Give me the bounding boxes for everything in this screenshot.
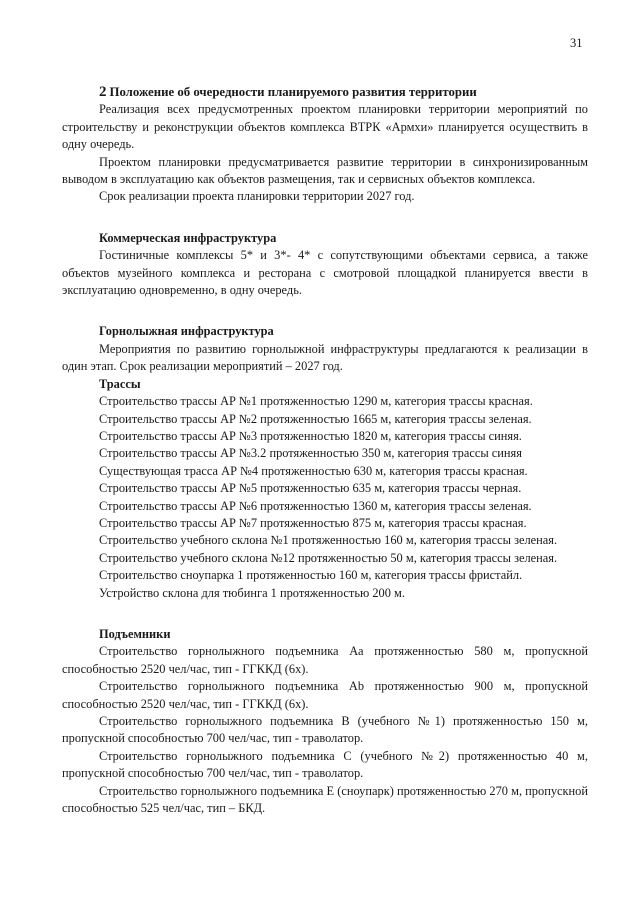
lift-item: Строительство горнолыжного подъемника Аb протяженностью 900 м, пропускной способностью 2520 чел/час, тип - ГГККД (6х). xyxy=(62,679,588,711)
trail-item: Строительство сноупарка 1 протяженностью 160 м, категория трассы фристайл. xyxy=(99,568,523,583)
page-number: 31 xyxy=(570,36,583,50)
lift-item: Строительство горнолыжного подъемника Аа протяженностью 580 м, пропускной способностью 2520 чел/час, тип - ГГККД (6х). xyxy=(62,644,588,676)
ski-heading: Горнолыжная инфраструктура xyxy=(99,324,274,339)
trail-item: Строительство трассы АР №1 протяженностью 1290 м, категория трассы красная. xyxy=(99,394,533,409)
trail-item: Существующая трасса АР №4 протяженностью 630 м, категория трассы красная. xyxy=(99,463,528,478)
commercial-paragraph: Гостиничные комплексы 5* и 3*- 4* с сопутствующими объектами сервиса, а также объектов музейного комплекса и ресторана с смотровой площадкой планируется ввести в эксплуатацию одновременно, в одну очередь. xyxy=(62,248,588,298)
section-title: Положение об очередности планируемого развития территории xyxy=(109,85,477,99)
lifts-heading: Подъемники xyxy=(99,626,171,641)
trail-item: Строительство учебного склона №12 протяженностью 50 м, категория трассы зеленая. xyxy=(99,550,558,565)
trail-item: Строительство трассы АР №7 протяженностью 875 м, категория трассы красная. xyxy=(99,515,527,530)
paragraph: Срок реализации проекта планировки территории 2027 год. xyxy=(99,189,415,204)
trail-item: Строительство учебного склона №1 протяженностью 160 м, категория трассы зеленая. xyxy=(99,533,558,548)
trail-item: Строительство трассы АР №5 протяженностью 635 м, категория трассы черная. xyxy=(99,481,522,496)
trails-heading: Трассы xyxy=(99,376,141,391)
trail-item: Строительство трассы АР №3 протяженностью 1820 м, категория трассы синяя. xyxy=(99,428,522,443)
paragraph: Проектом планировки предусматривается развитие территории в синхронизированным выводом в эксплуатацию как объектов размещения, так и сервисных объектов комплекса. xyxy=(62,154,588,187)
section-number: 2 xyxy=(99,84,107,100)
commercial-heading: Коммерческая инфраструктура xyxy=(99,230,277,245)
section-heading xyxy=(62,84,588,101)
lift-item: Строительство горнолыжного подъемника В (учебного №1) протяженностью 150 м, пропускной способностью 700 чел/час, тип - траволатор. xyxy=(62,714,588,746)
trail-item: Строительство трассы АР №6 протяженностью 1360 м, категория трассы зеленая. xyxy=(99,498,532,513)
lift-item: Строительство горнолыжного подъемника С (учебного №2) протяженностью 40 м, пропускной способностью 700 чел/час, тип - траволатор. xyxy=(62,748,588,781)
trail-item: Строительство трассы АР №2 протяженностью 1665 м, категория трассы зеленая. xyxy=(99,411,532,426)
trail-item: Строительство трассы АР №3.2 протяженностью 350 м, категория трассы синяя xyxy=(99,446,522,461)
paragraph: Реализация всех предусмотренных проектом планировки территории мероприятий по строительству и реконструкции объектов комплекса ВТРК «Армхи» планируется осуществить в одну очередь. xyxy=(62,102,588,152)
ski-paragraph: Мероприятия по развитию горнолыжной инфраструктуры предлагаются к реализации в один этап. Срок реализации мероприятий – 2027 год. xyxy=(62,341,588,374)
lift-item: Строительство горнолыжного подъемника Е (сноупарк) протяженностью 270 м, пропускной способностью 525 чел/час, тип – БКД. xyxy=(62,783,588,816)
document-body xyxy=(62,84,588,817)
trail-item: Устройство склона для тюбинга 1 протяженностью 200 м. xyxy=(99,585,405,600)
